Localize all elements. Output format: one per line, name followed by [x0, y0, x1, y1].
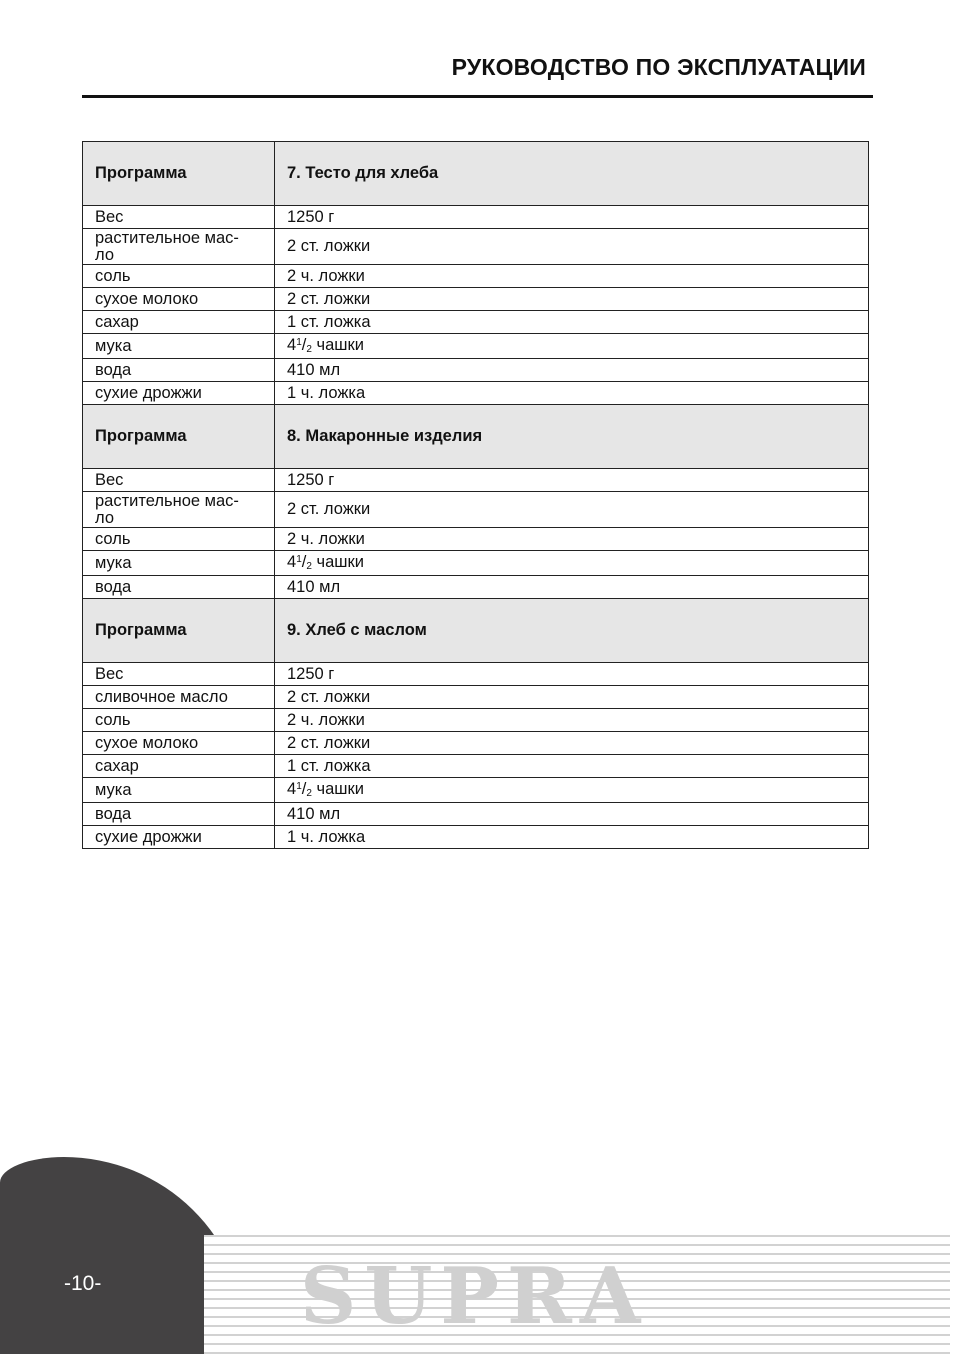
ingredient-name: соль — [83, 265, 275, 288]
ingredient-row — [83, 778, 869, 803]
ingredient-row — [83, 469, 869, 492]
program-label: Программа — [83, 599, 275, 663]
program-header-row — [83, 405, 869, 469]
ingredient-amount: 410 мл — [275, 803, 869, 826]
page-number: -10- — [64, 1272, 102, 1295]
ingredient-amount: 1250 г — [275, 206, 869, 229]
ingredient-amount: 2 ст. ложки — [275, 492, 869, 528]
ingredient-name: сухое молоко — [83, 288, 275, 311]
ingredient-name: вода — [83, 359, 275, 382]
ingredient-name: мука — [83, 334, 275, 359]
ingredient-amount: 2 ч. ложки — [275, 709, 869, 732]
ingredient-amount: 410 мл — [275, 576, 869, 599]
ingredient-row — [83, 311, 869, 334]
ingredient-name: сахар — [83, 755, 275, 778]
supra-logo: SUPRA — [300, 1251, 649, 1342]
ingredient-amount: 2 ст. ложки — [275, 288, 869, 311]
ingredient-amount: 2 ст. ложки — [275, 229, 869, 265]
recipe-table — [82, 141, 869, 849]
ingredient-name: сухие дрожжи — [83, 826, 275, 849]
program-header-row — [83, 599, 869, 663]
ingredient-amount: 410 мл — [275, 359, 869, 382]
program-name: 7. Тесто для хлеба — [275, 142, 869, 206]
ingredient-row — [83, 663, 869, 686]
ingredient-name: мука — [83, 778, 275, 803]
ingredient-amount: 1 ст. ложка — [275, 755, 869, 778]
ingredient-row — [83, 492, 869, 528]
ingredient-row — [83, 826, 869, 849]
program-label: Программа — [83, 405, 275, 469]
ingredient-row — [83, 528, 869, 551]
ingredient-name: растительное мас- ло — [83, 229, 275, 265]
ingredient-row — [83, 229, 869, 265]
ingredient-amount: 1 ст. ложка — [275, 311, 869, 334]
ingredient-amount: 1250 г — [275, 663, 869, 686]
ingredient-amount: 2 ст. ложки — [275, 686, 869, 709]
program-label: Программа — [83, 142, 275, 206]
ingredient-name: вода — [83, 576, 275, 599]
ingredient-name: Вес — [83, 206, 275, 229]
program-header-row — [83, 142, 869, 206]
ingredient-name: сухие дрожжи — [83, 382, 275, 405]
ingredient-name: соль — [83, 528, 275, 551]
ingredient-amount: $4^1/_2$ чашки — [275, 551, 869, 576]
ingredient-amount: $4^1/_2$ чашки — [275, 334, 869, 359]
ingredient-row — [83, 576, 869, 599]
ingredient-name: мука — [83, 551, 275, 576]
ingredient-name: сухое молоко — [83, 732, 275, 755]
page-header-title: РУКОВОДСТВО ПО ЭКСПЛУАТАЦИИ — [451, 54, 866, 80]
ingredient-row — [83, 334, 869, 359]
ingredient-name: растительное мас- ло — [83, 492, 275, 528]
ingredient-row — [83, 551, 869, 576]
ingredient-row — [83, 265, 869, 288]
ingredient-row — [83, 288, 869, 311]
ingredient-row — [83, 803, 869, 826]
ingredient-amount: 2 ч. ложки — [275, 265, 869, 288]
program-name: 8. Макаронные изделия — [275, 405, 869, 469]
ingredient-amount: 1 ч. ложка — [275, 826, 869, 849]
program-name: 9. Хлеб с маслом — [275, 599, 869, 663]
ingredient-row — [83, 755, 869, 778]
ingredient-row — [83, 359, 869, 382]
ingredient-amount: 1250 г — [275, 469, 869, 492]
ingredient-amount: 1 ч. ложка — [275, 382, 869, 405]
ingredient-name: вода — [83, 803, 275, 826]
ingredient-row — [83, 382, 869, 405]
ingredient-row — [83, 206, 869, 229]
ingredient-row — [83, 686, 869, 709]
ingredient-row — [83, 709, 869, 732]
ingredient-amount: $4^1/_2$ чашки — [275, 778, 869, 803]
ingredient-name: сливочное масло — [83, 686, 275, 709]
ingredient-name: Вес — [83, 469, 275, 492]
ingredient-row — [83, 732, 869, 755]
ingredient-amount: 2 ст. ложки — [275, 732, 869, 755]
ingredient-name: Вес — [83, 663, 275, 686]
ingredient-amount: 2 ч. ложки — [275, 528, 869, 551]
ingredient-name: сахар — [83, 311, 275, 334]
header-rule — [82, 95, 873, 98]
ingredient-name: соль — [83, 709, 275, 732]
